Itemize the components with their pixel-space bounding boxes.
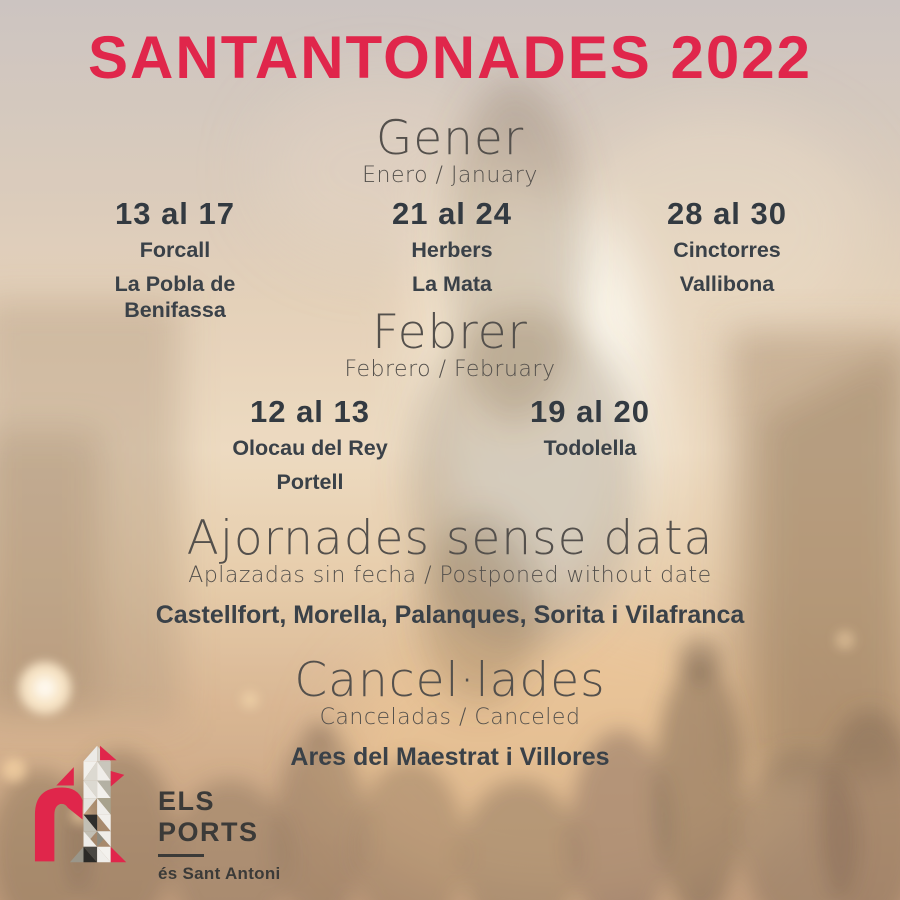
els-ports-logo-icon [33,741,135,867]
event-column [607,198,847,306]
month-title-febrer: Febrer [372,305,528,360]
event-town: Portell [276,469,344,494]
event-town: Herbers [411,238,493,262]
event-dates: 19 al 20 [529,394,651,429]
month-title-gener: Gener [375,111,525,166]
cancelled-towns: Ares del Maestrat i Villores [290,742,610,771]
event-town: La Mata [411,271,493,296]
section-cancelled [0,653,900,772]
postponed-title: Ajornades sense data [186,511,714,566]
cancelled-title: Cancel·lades [294,653,606,708]
section-febrer-header [0,305,900,383]
event-town: Todolella [543,436,637,460]
month-subtitle-febrer: Febrero / February [344,357,556,383]
logo-divider [158,854,204,857]
event-town: Olocau del Rey [232,436,388,460]
event-town: La Pobla de Benifassa [114,271,236,322]
event-town: Cinctorres [673,238,781,262]
febrer-events-row [0,396,900,496]
poster-title: SANTANTONADES 2022 [88,24,812,91]
postponed-towns: Castellfort, Morella, Palanques, Sorita i Vilafranca [155,600,745,629]
event-dates: 21 al 24 [391,196,513,231]
event-dates: 12 al 13 [249,394,371,429]
logo-red-shapes [35,746,124,862]
event-dates: 13 al 17 [114,196,236,231]
event-column [190,396,430,504]
logo-tagline: és Sant Antoni [158,864,281,883]
logo-wordmark [158,788,281,882]
section-gener-header [0,111,900,189]
postponed-subtitle: Aplazadas sin fecha / Postponed without date [188,563,712,589]
month-subtitle-gener: Enero / January [362,163,538,189]
cancelled-subtitle: Canceladas / Canceled [319,705,581,731]
event-town: Vallibona [679,271,775,296]
event-town: Forcall [139,238,211,262]
event-column [332,198,572,306]
logo-wordmark-els: ELS [158,786,216,816]
gener-events-row [0,196,900,322]
event-column [470,396,710,470]
event-dates: 28 al 30 [666,196,788,231]
logo-wordmark-ports: PORTS [158,817,259,847]
section-postponed [0,511,900,630]
